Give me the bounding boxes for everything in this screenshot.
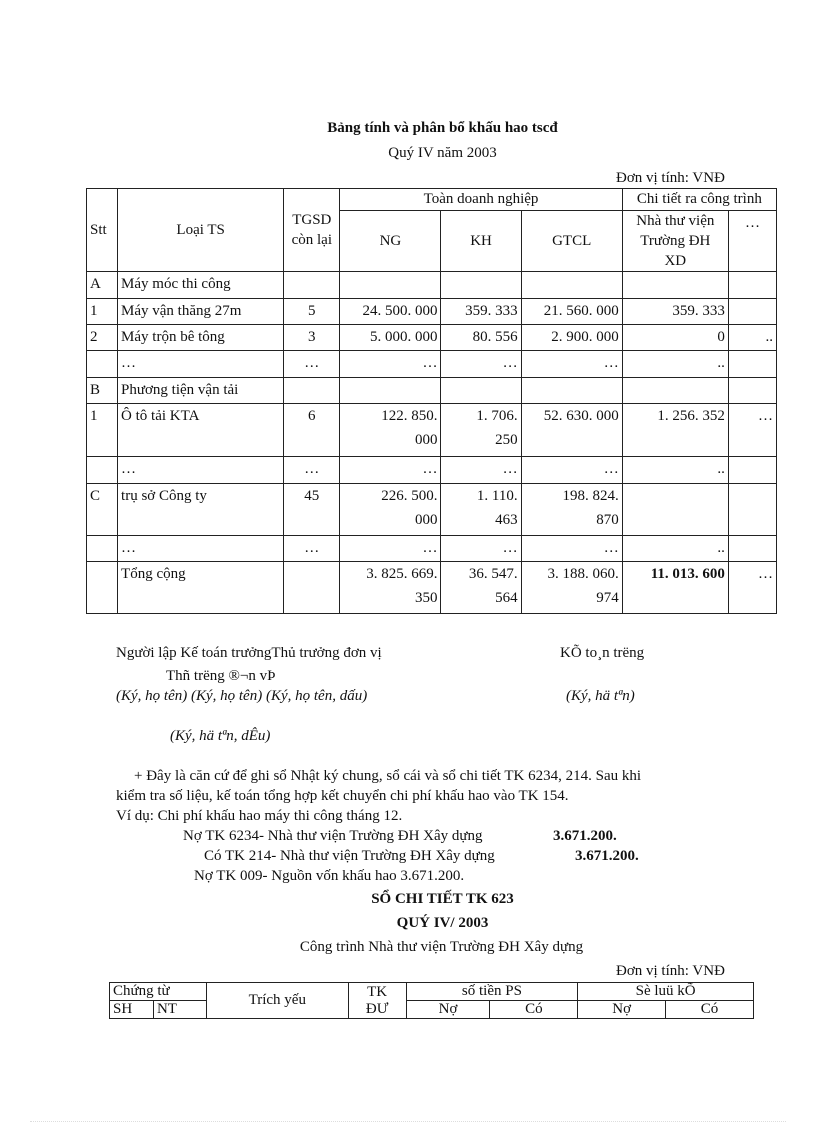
header-more: … bbox=[728, 211, 776, 272]
cell-tgsd bbox=[284, 562, 340, 614]
ledger-header-chungtu: Chứng từ bbox=[110, 983, 207, 1001]
ledger-header-trichyeu: Trích yếu bbox=[206, 983, 348, 1019]
cell-more bbox=[728, 351, 776, 378]
cell-loai: Ô tô tải KTA bbox=[118, 404, 284, 457]
cell-gtcl bbox=[521, 272, 622, 299]
header-ng: NG bbox=[340, 211, 441, 272]
cell-ng: … bbox=[340, 351, 441, 378]
header-toan-doanh-nghiep: Toàn doanh nghiệp bbox=[340, 189, 622, 211]
cell-ct bbox=[622, 378, 728, 404]
cell-more bbox=[728, 378, 776, 404]
cell-loai: Máy móc thi công bbox=[118, 272, 284, 299]
page-bottom-border bbox=[30, 1121, 786, 1122]
cell-more: … bbox=[728, 562, 776, 614]
cell-ng: 24. 500. 000 bbox=[340, 299, 441, 325]
table-row bbox=[87, 562, 777, 614]
header-stt: Stt bbox=[87, 189, 118, 272]
cell-tgsd: 6 bbox=[284, 404, 340, 457]
ledger-header-no2: Nợ bbox=[578, 1001, 666, 1019]
cell-stt: 2 bbox=[87, 325, 118, 351]
depreciation-table bbox=[86, 188, 777, 614]
entry-co-214: Có TK 214- Nhà thư viện Trường ĐH Xây dựng bbox=[204, 848, 495, 864]
cell-tgsd bbox=[284, 378, 340, 404]
cell-loai: Máy vận thăng 27m bbox=[118, 299, 284, 325]
cell-ng: … bbox=[340, 457, 441, 484]
cell-ng: 122. 850. 000 bbox=[340, 404, 441, 457]
cell-kh: 1. 706. 250 bbox=[441, 404, 521, 457]
cell-kh: … bbox=[441, 536, 521, 562]
cell-ng: 5. 000. 000 bbox=[340, 325, 441, 351]
cell-tgsd: … bbox=[284, 351, 340, 378]
entry-no-009: Nợ TK 009- Nguồn vốn khấu hao 3.671.200. bbox=[194, 868, 465, 884]
ledger-header-co2: Có bbox=[666, 1001, 754, 1019]
cell-tgsd: 5 bbox=[284, 299, 340, 325]
cell-gtcl: … bbox=[521, 536, 622, 562]
cell-ct: .. bbox=[622, 457, 728, 484]
ledger-title: SỔ CHI TIẾT TK 623 bbox=[371, 891, 514, 907]
ledger-header-soluyke: Sè luü kÕ bbox=[578, 983, 754, 1001]
cell-ct: 11. 013. 600 bbox=[622, 562, 728, 614]
body-paragraph-1: + Đây là căn cứ để ghi sổ Nhật ký chung, sổ cái và sổ chi tiết TK 6234, 214. Sau khi bbox=[134, 768, 642, 784]
table-row bbox=[87, 272, 777, 299]
signature-title-director: Thñ trëng ®¬n vÞ bbox=[166, 668, 276, 684]
cell-ng: … bbox=[340, 536, 441, 562]
cell-tgsd: … bbox=[284, 536, 340, 562]
cell-tgsd: 45 bbox=[284, 484, 340, 536]
cell-more bbox=[728, 536, 776, 562]
signature-notes: (Ký, họ tên) (Ký, họ tên) (Ký, họ tên, dấu) bbox=[116, 688, 368, 704]
table-row bbox=[87, 404, 777, 457]
signature-note-accountant: (Ký, hä tªn) bbox=[566, 688, 635, 704]
cell-ng: 3. 825. 669. 350 bbox=[340, 562, 441, 614]
table-row bbox=[87, 484, 777, 536]
ledger-header-no: Nợ bbox=[406, 1001, 490, 1019]
cell-stt bbox=[87, 562, 118, 614]
cell-more bbox=[728, 299, 776, 325]
header-tgsd: TGSD còn lại bbox=[284, 189, 340, 272]
cell-gtcl: 21. 560. 000 bbox=[521, 299, 622, 325]
cell-gtcl bbox=[521, 378, 622, 404]
cell-ct: .. bbox=[622, 536, 728, 562]
cell-more bbox=[728, 484, 776, 536]
cell-stt: C bbox=[87, 484, 118, 536]
body-paragraph-2: kiểm tra số liệu, kế toán tổng hợp kết chuyển chi phí khấu hao vào TK 154. bbox=[116, 788, 569, 804]
cell-gtcl: … bbox=[521, 351, 622, 378]
ledger-subtitle: Công trình Nhà thư viện Trường ĐH Xây dựng bbox=[299, 939, 584, 955]
header-gtcl: GTCL bbox=[521, 211, 622, 272]
header-chi-tiet: Chi tiết ra công trình bbox=[622, 189, 776, 211]
cell-loai: … bbox=[118, 457, 284, 484]
cell-kh: 1. 110. 463 bbox=[441, 484, 521, 536]
cell-ng bbox=[340, 378, 441, 404]
cell-more bbox=[728, 457, 776, 484]
header-loai: Loại TS bbox=[118, 189, 284, 272]
cell-tgsd: 3 bbox=[284, 325, 340, 351]
table-row bbox=[87, 325, 777, 351]
cell-gtcl: 2. 900. 000 bbox=[521, 325, 622, 351]
entry-no-6234: Nợ TK 6234- Nhà thư viện Trường ĐH Xây dựng bbox=[183, 828, 483, 844]
ledger-header-sh: SH bbox=[110, 1001, 154, 1019]
cell-stt: 1 bbox=[87, 299, 118, 325]
ledger-period: QUÝ IV/ 2003 bbox=[396, 915, 489, 931]
cell-loai: Phương tiện vận tải bbox=[118, 378, 284, 404]
header-kh: KH bbox=[441, 211, 521, 272]
cell-stt: B bbox=[87, 378, 118, 404]
table-row bbox=[87, 351, 777, 378]
cell-stt: A bbox=[87, 272, 118, 299]
ledger-header-nt: NT bbox=[153, 1001, 206, 1019]
body-paragraph-3: Ví dụ: Chi phí khấu hao máy thi công tháng 12. bbox=[116, 808, 403, 824]
cell-loai: trụ sở Công ty bbox=[118, 484, 284, 536]
page-title: Bảng tính và phân bổ khấu hao tscđ bbox=[327, 120, 558, 136]
cell-loai: … bbox=[118, 536, 284, 562]
cell-kh: 36. 547. 564 bbox=[441, 562, 521, 614]
ledger-table bbox=[109, 982, 754, 1019]
table-row bbox=[87, 299, 777, 325]
cell-kh bbox=[441, 378, 521, 404]
cell-loai: … bbox=[118, 351, 284, 378]
cell-ng bbox=[340, 272, 441, 299]
entry-no-6234-amount: 3.671.200. bbox=[553, 828, 617, 844]
cell-gtcl: … bbox=[521, 457, 622, 484]
cell-more: .. bbox=[728, 325, 776, 351]
cell-kh: … bbox=[441, 457, 521, 484]
cell-ct: .. bbox=[622, 351, 728, 378]
cell-ct: 359. 333 bbox=[622, 299, 728, 325]
cell-kh bbox=[441, 272, 521, 299]
ledger-header-co: Có bbox=[490, 1001, 578, 1019]
table-row bbox=[87, 378, 777, 404]
ledger-header-sotienps: số tiền PS bbox=[406, 983, 578, 1001]
cell-more: … bbox=[728, 404, 776, 457]
cell-tgsd bbox=[284, 272, 340, 299]
table-row bbox=[87, 457, 777, 484]
page-subtitle: Quý IV năm 2003 bbox=[388, 145, 497, 161]
cell-kh: 359. 333 bbox=[441, 299, 521, 325]
entry-co-214-amount: 3.671.200. bbox=[575, 848, 639, 864]
cell-ct: 1. 256. 352 bbox=[622, 404, 728, 457]
ledger-unit: Đơn vị tính: VNĐ bbox=[616, 963, 725, 979]
cell-stt bbox=[87, 536, 118, 562]
cell-kh: 80. 556 bbox=[441, 325, 521, 351]
table-row bbox=[87, 536, 777, 562]
cell-ct bbox=[622, 272, 728, 299]
cell-ng: 226. 500. 000 bbox=[340, 484, 441, 536]
cell-more bbox=[728, 272, 776, 299]
cell-loai: Máy trộn bê tông bbox=[118, 325, 284, 351]
cell-tgsd: … bbox=[284, 457, 340, 484]
cell-stt: 1 bbox=[87, 404, 118, 457]
header-nha-thu-vien: Nhà thư viện Trường ĐH XD bbox=[622, 211, 728, 272]
cell-loai: Tổng cộng bbox=[118, 562, 284, 614]
unit-label: Đơn vị tính: VNĐ bbox=[616, 170, 725, 186]
cell-gtcl: 3. 188. 060. 974 bbox=[521, 562, 622, 614]
cell-gtcl: 198. 824. 870 bbox=[521, 484, 622, 536]
signature-title-accountant: KÕ to¸n trëng bbox=[560, 645, 645, 661]
ledger-header-tk: TK ĐƯ bbox=[348, 983, 406, 1019]
cell-kh: … bbox=[441, 351, 521, 378]
cell-gtcl: 52. 630. 000 bbox=[521, 404, 622, 457]
signature-note-director: (Ký, hä tªn, dÊu) bbox=[170, 728, 271, 744]
cell-stt bbox=[87, 351, 118, 378]
cell-stt bbox=[87, 457, 118, 484]
cell-ct: 0 bbox=[622, 325, 728, 351]
cell-ct bbox=[622, 484, 728, 536]
signature-titles: Người lập Kế toán trưởngThủ trưởng đơn vị bbox=[116, 645, 382, 661]
